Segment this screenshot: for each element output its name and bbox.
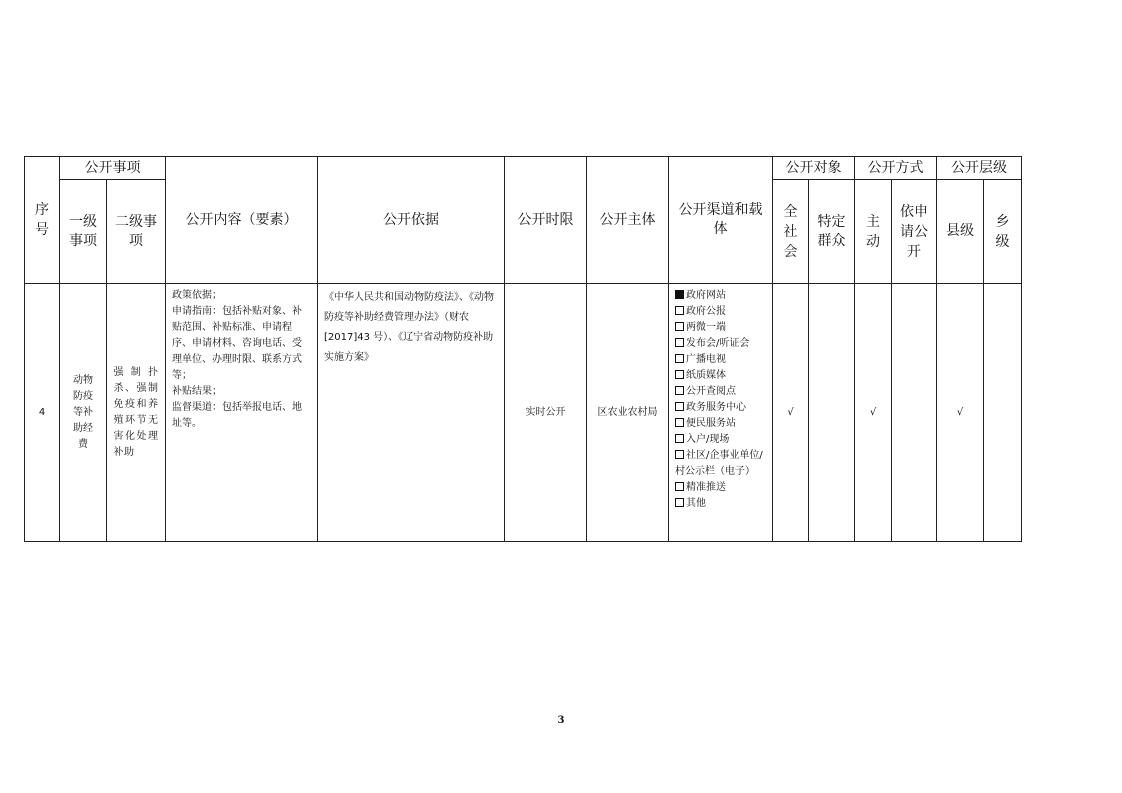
- channel-item: 入户/现场: [675, 432, 766, 448]
- content-line: 补贴结果；: [172, 386, 222, 397]
- content-line: 政策依据；: [172, 290, 222, 301]
- row-target-all: √: [773, 284, 809, 542]
- channel-item: 政府网站: [675, 288, 766, 304]
- checked-box-icon: [675, 290, 684, 299]
- unchecked-box-icon: [675, 322, 684, 331]
- header-basis: 公开依据: [318, 157, 505, 284]
- row-seq: 4: [25, 284, 60, 542]
- header-channel: 公开渠道和载体: [669, 157, 773, 284]
- unchecked-box-icon: [675, 306, 684, 315]
- header-time-limit: 公开时限: [505, 157, 587, 284]
- channel-item: 政府公报: [675, 304, 766, 320]
- channel-item: 其他: [675, 496, 766, 512]
- row-target-group: [809, 284, 855, 542]
- header-level2: 二级事项: [107, 180, 166, 284]
- channel-item: 纸质媒体: [675, 368, 766, 384]
- row-method-apply: [892, 284, 937, 542]
- header-public-items: 公开事项: [60, 157, 166, 180]
- channel-item: 发布会/听证会: [675, 336, 766, 352]
- unchecked-box-icon: [675, 418, 684, 427]
- channel-item: 社区/企事业单位/村公示栏（电子）: [675, 450, 763, 477]
- unchecked-box-icon: [675, 498, 684, 507]
- page-number: 3: [557, 715, 565, 726]
- disclosure-table: [24, 156, 1022, 542]
- header-content: 公开内容（要素）: [166, 157, 318, 284]
- channel-item: 广播电视: [675, 352, 766, 368]
- row-level2: 强制扑杀、强制免疫和养殖环节无害化处理补助: [107, 284, 166, 542]
- row-channels: [669, 284, 773, 542]
- row-level-county: √: [937, 284, 984, 542]
- header-subject: 公开主体: [587, 157, 669, 284]
- channel-item: 两微一端: [675, 320, 766, 336]
- unchecked-box-icon: [675, 386, 684, 395]
- row-level-township: [984, 284, 1022, 542]
- channel-item: 精准推送: [675, 480, 766, 496]
- row-subject: 区农业农村局: [587, 284, 669, 542]
- header-level-township: 乡级: [984, 180, 1022, 284]
- header-method-apply: 依申请公开: [892, 180, 937, 284]
- channel-item: 便民服务站: [675, 416, 766, 432]
- unchecked-box-icon: [675, 450, 684, 459]
- unchecked-box-icon: [675, 482, 684, 491]
- header-target-all: 全社会: [773, 180, 809, 284]
- unchecked-box-icon: [675, 338, 684, 347]
- unchecked-box-icon: [675, 354, 684, 363]
- content-line: 申请指南：包括补贴对象、补贴范围、补贴标准、申请程序、申请材料、咨询电话、受理单位、办理时限、联系方式等；: [172, 306, 302, 381]
- row-content: [166, 284, 318, 542]
- channel-item: 公开查阅点: [675, 384, 766, 400]
- header-level-county: 县级: [937, 180, 984, 284]
- row-method-active: √: [855, 284, 892, 542]
- unchecked-box-icon: [675, 434, 684, 443]
- table-row: [25, 284, 1022, 542]
- row-level1: 动物防疫等补助经费: [60, 284, 107, 542]
- header-method-active: 主动: [855, 180, 892, 284]
- header-level: 公开层级: [937, 157, 1022, 180]
- header-target-group: 特定群众: [809, 180, 855, 284]
- row-basis: 《中华人民共和国动物防疫法》、《动物防疫等补助经费管理办法》（财农[2017]43 号）、《辽宁省动物防疫补助实施方案》: [318, 284, 505, 542]
- header-target: 公开对象: [773, 157, 855, 180]
- row-time-limit: 实时公开: [505, 284, 587, 542]
- header-level1: 一级事项: [60, 180, 107, 284]
- header-seq: 序号: [25, 157, 60, 284]
- header-method: 公开方式: [855, 157, 937, 180]
- unchecked-box-icon: [675, 402, 684, 411]
- content-line: 监督渠道：包括举报电话、地址等。: [172, 402, 302, 429]
- unchecked-box-icon: [675, 370, 684, 379]
- channel-item: 政务服务中心: [675, 400, 766, 416]
